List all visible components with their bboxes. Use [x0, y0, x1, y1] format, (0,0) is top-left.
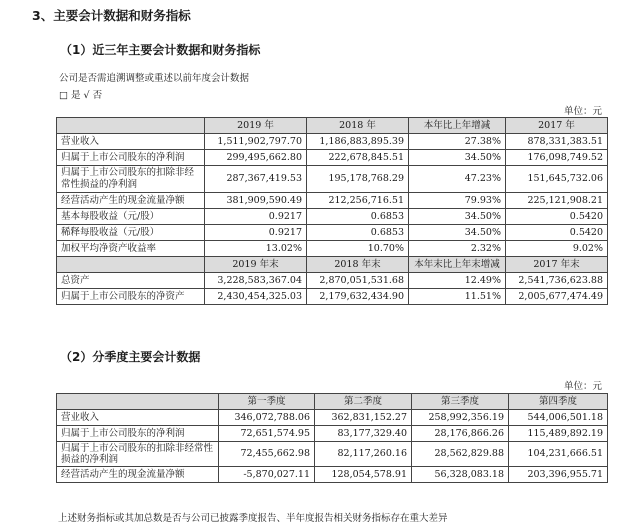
change-cell: 12.49%	[409, 273, 506, 289]
value-cell: 13.02%	[205, 241, 307, 257]
table-row	[57, 225, 608, 241]
value-cell: 2,541,736,623.88	[506, 273, 608, 289]
table-row	[57, 273, 608, 289]
change-cell: 47.23%	[409, 166, 506, 193]
header-cell: 2018 年	[307, 118, 409, 134]
quarterly-unit-label: 单位：元	[564, 381, 603, 392]
header-cell: 第一季度	[219, 394, 315, 410]
value-cell: 287,367,419.53	[205, 166, 307, 193]
row-label: 营业收入	[57, 410, 219, 426]
table-row	[57, 442, 608, 467]
row-label: 加权平均净资产收益率	[57, 241, 205, 257]
header-cell	[57, 257, 205, 273]
value-cell: 225,121,908.21	[506, 193, 608, 209]
value-cell: 10.70%	[307, 241, 409, 257]
value-cell: 28,176,866.26	[412, 426, 509, 442]
value-cell: 56,328,083.18	[412, 467, 509, 483]
value-cell: 0.9217	[205, 209, 307, 225]
row-label: 营业收入	[57, 134, 205, 150]
value-cell: 212,256,716.51	[307, 193, 409, 209]
change-cell: 11.51%	[409, 289, 506, 305]
header-cell: 本年比上年增减	[409, 118, 506, 134]
value-cell: 0.9217	[205, 225, 307, 241]
value-cell: 3,228,583,367.04	[205, 273, 307, 289]
value-cell: 72,651,574.95	[219, 426, 315, 442]
table-row	[57, 410, 608, 426]
change-cell: 27.38%	[409, 134, 506, 150]
value-cell: 0.5420	[506, 225, 608, 241]
row-label: 经营活动产生的现金流量净额	[57, 467, 219, 483]
value-cell: 1,186,883,895.39	[307, 134, 409, 150]
table-row	[57, 150, 608, 166]
value-cell: 2,870,051,531.68	[307, 273, 409, 289]
row-label: 归属于上市公司股东的扣除非经常性损益的净利润	[57, 442, 219, 467]
change-cell: 34.50%	[409, 150, 506, 166]
header-cell: 2017 年	[506, 118, 608, 134]
row-label: 归属于上市公司股东的净利润	[57, 426, 219, 442]
value-cell: 2,005,677,474.49	[506, 289, 608, 305]
value-cell: 83,177,329.40	[315, 426, 412, 442]
restatement-answer: □ 是 √ 否	[59, 90, 103, 101]
row-label: 总资产	[57, 273, 205, 289]
header-cell	[57, 118, 205, 134]
table-row	[57, 134, 608, 150]
annual-financial-table	[56, 117, 608, 305]
quarterly-financial-table	[56, 393, 608, 483]
annual-header-row-2	[57, 257, 608, 273]
change-cell: 34.50%	[409, 209, 506, 225]
quarterly-header-row	[57, 394, 608, 410]
value-cell: -5,870,027.11	[219, 467, 315, 483]
header-cell: 本年末比上年末增减	[409, 257, 506, 273]
value-cell: 362,831,152.27	[315, 410, 412, 426]
header-cell	[57, 394, 219, 410]
annual-header-row	[57, 118, 608, 134]
quarterly-footnote: 上述财务指标或其加总数是否与公司已披露季度报告、半年度报告相关财务指标存在重大差异	[58, 513, 448, 524]
value-cell: 0.6853	[307, 225, 409, 241]
row-label: 归属于上市公司股东的扣除非经常性损益的净利润	[57, 166, 205, 193]
header-cell: 第四季度	[509, 394, 608, 410]
value-cell: 346,072,788.06	[219, 410, 315, 426]
change-cell: 2.32%	[409, 241, 506, 257]
header-cell: 2019 年	[205, 118, 307, 134]
header-cell: 2017 年末	[506, 257, 608, 273]
table-row	[57, 166, 608, 193]
value-cell: 128,054,578.91	[315, 467, 412, 483]
value-cell: 222,678,845.51	[307, 150, 409, 166]
value-cell: 104,231,666.51	[509, 442, 608, 467]
value-cell: 258,992,356.19	[412, 410, 509, 426]
value-cell: 9.02%	[506, 241, 608, 257]
value-cell: 878,331,383.51	[506, 134, 608, 150]
header-cell: 第二季度	[315, 394, 412, 410]
value-cell: 72,455,662.98	[219, 442, 315, 467]
value-cell: 195,178,768.29	[307, 166, 409, 193]
value-cell: 203,396,955.71	[509, 467, 608, 483]
value-cell: 2,430,454,325.03	[205, 289, 307, 305]
value-cell: 82,117,260.16	[315, 442, 412, 467]
table-row	[57, 289, 608, 305]
table-row	[57, 193, 608, 209]
header-cell: 2018 年末	[307, 257, 409, 273]
row-label: 稀释每股收益（元/股）	[57, 225, 205, 241]
restatement-question: 公司是否需追溯调整或重述以前年度会计数据	[59, 73, 250, 84]
row-label: 归属于上市公司股东的净利润	[57, 150, 205, 166]
value-cell: 176,098,749.52	[506, 150, 608, 166]
value-cell: 299,495,662.80	[205, 150, 307, 166]
value-cell: 381,909,590.49	[205, 193, 307, 209]
table-row	[57, 209, 608, 225]
annual-unit-label: 单位：元	[564, 106, 603, 117]
annual-section-title: （1）近三年主要会计数据和财务指标	[60, 43, 261, 57]
quarterly-section-title: （2）分季度主要会计数据	[60, 350, 201, 364]
row-label: 经营活动产生的现金流量净额	[57, 193, 205, 209]
row-label: 基本每股收益（元/股）	[57, 209, 205, 225]
header-cell: 2019 年末	[205, 257, 307, 273]
value-cell: 115,489,892.19	[509, 426, 608, 442]
value-cell: 151,645,732.06	[506, 166, 608, 193]
table-row	[57, 241, 608, 257]
change-cell: 79.93%	[409, 193, 506, 209]
value-cell: 0.6853	[307, 209, 409, 225]
row-label: 归属于上市公司股东的净资产	[57, 289, 205, 305]
section-title: 3、主要会计数据和财务指标	[32, 8, 191, 23]
value-cell: 28,562,829.88	[412, 442, 509, 467]
header-cell: 第三季度	[412, 394, 509, 410]
value-cell: 1,511,902,797.70	[205, 134, 307, 150]
value-cell: 544,006,501.18	[509, 410, 608, 426]
value-cell: 2,179,632,434.90	[307, 289, 409, 305]
table-row	[57, 426, 608, 442]
table-row	[57, 467, 608, 483]
change-cell: 34.50%	[409, 225, 506, 241]
value-cell: 0.5420	[506, 209, 608, 225]
